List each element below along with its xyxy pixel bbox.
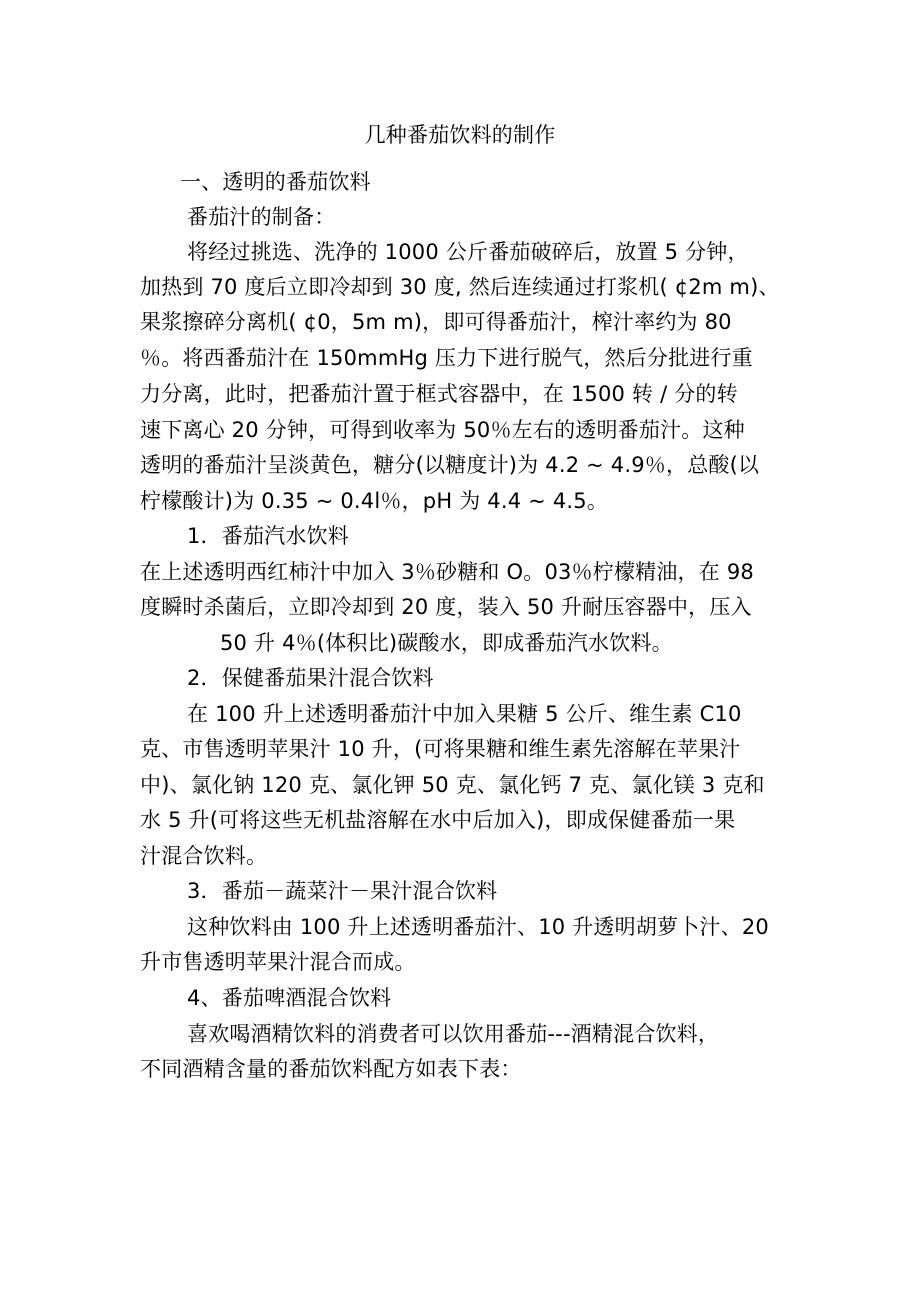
paragraph-line: 汁混合饮料。 bbox=[140, 844, 268, 868]
subsection-heading: 番茄汁的制备： bbox=[187, 205, 336, 229]
paragraph-line: 中)、氯化钠 120 克、氯化钾 50 克、氯化钙 7 克、氯化镁 3 克和 bbox=[140, 773, 765, 797]
paragraph-line: 度瞬时杀菌后，立即冷却到 20 度，装入 50 升耐压容器中，压入 bbox=[140, 595, 752, 619]
paragraph-line: 喜欢喝酒精饮料的消费者可以饮用番茄---酒精混合饮料， bbox=[187, 1022, 720, 1046]
paragraph-line: 力分离，此时，把番茄汁置于框式容器中，在 1500 转 / 分的转 bbox=[140, 382, 738, 406]
paragraph-line: 柠檬酸计)为 0.35 ~ 0.4l％，pH 为 4.4 ~ 4.5。 bbox=[140, 489, 609, 513]
paragraph-line: 50 升 4％(体积比)碳酸水，即成番茄汽水饮料。 bbox=[220, 631, 673, 655]
paragraph-line: 速下离心 20 分钟，可得到收率为 50％左右的透明番茄汁。这种 bbox=[140, 418, 745, 442]
paragraph-line: ％。将西番茄汁在 150mmHg 压力下进行脱气，然后分批进行重 bbox=[140, 346, 753, 370]
section-heading: 一、透明的番茄饮料 bbox=[180, 170, 371, 194]
paragraph-line: 这种饮料由 100 升上述透明番茄汁、10 升透明胡萝卜汁、20 bbox=[187, 915, 769, 939]
subsection-heading: 4、番茄啤酒混合饮料 bbox=[187, 986, 392, 1010]
paragraph-line: 加热到 70 度后立即冷却到 30 度, 然后连续通过打浆机( ¢2m m)、 bbox=[140, 275, 780, 299]
paragraph-line: 在 100 升上述透明番茄汁中加入果糖 5 公斤、维生素 C10 bbox=[187, 702, 742, 726]
paragraph-line: 克、市售透明苹果汁 10 升，(可将果糖和维生素先溶解在苹果汁 bbox=[140, 737, 741, 761]
document-title: 几种番茄饮料的制作 bbox=[364, 123, 556, 147]
paragraph-line: 不同酒精含量的番茄饮料配方如表下表： bbox=[140, 1057, 522, 1081]
paragraph-line: 在上述透明西红柿汁中加入 3％砂糖和 O。03％柠檬精油，在 98 bbox=[140, 560, 754, 584]
paragraph-line: 将经过挑选、洗净的 1000 公斤番茄破碎后，放置 5 分钟， bbox=[187, 240, 749, 264]
subsection-heading: 2．保健番茄果汁混合饮料 bbox=[187, 666, 434, 690]
paragraph-line: 果浆擦碎分离机( ¢0，5m m)，即可得番茄汁，榨汁率约为 80 bbox=[140, 310, 732, 334]
paragraph-line: 水 5 升(可将这些无机盐溶解在水中后加入)，即成保健番茄一果 bbox=[140, 808, 736, 832]
subsection-heading: 1．番茄汽水饮料 bbox=[187, 524, 349, 548]
paragraph-line: 升市售透明苹果汁混合而成。 bbox=[140, 950, 416, 974]
paragraph-line: 透明的番茄汁呈淡黄色，糖分(以糖度计)为 4.2 ~ 4.9％，总酸(以 bbox=[140, 453, 760, 477]
subsection-heading: 3．番茄－蔬菜汁－果汁混合饮料 bbox=[187, 879, 498, 903]
